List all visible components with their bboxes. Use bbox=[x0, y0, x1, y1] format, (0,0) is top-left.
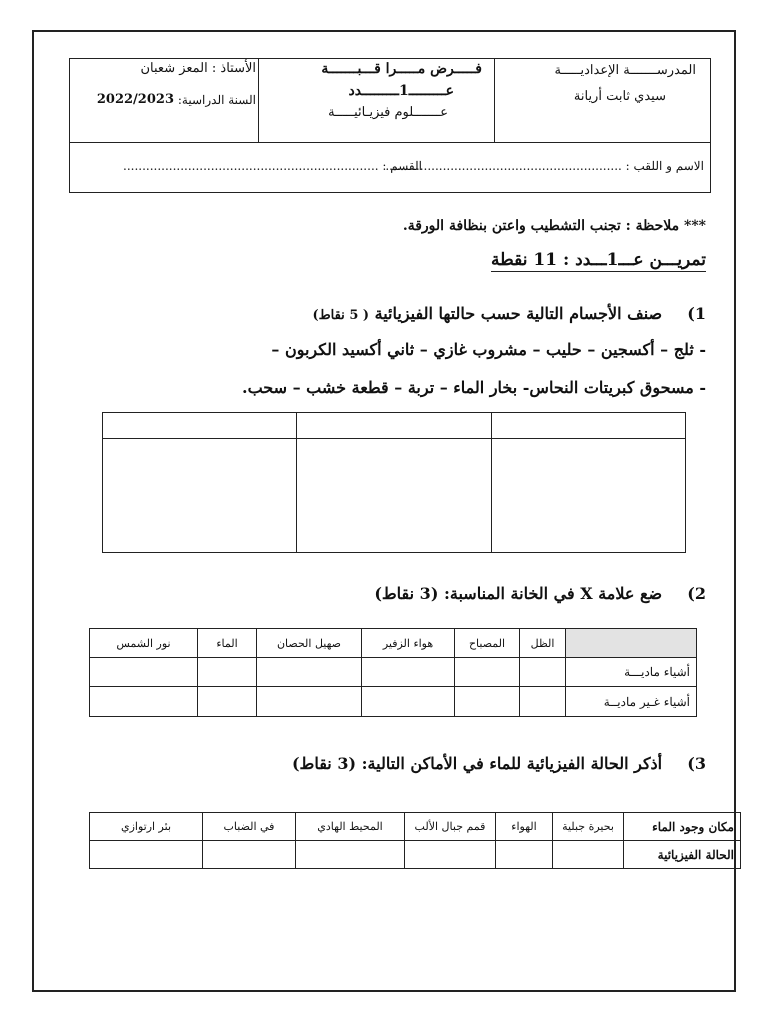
q3-col-header: بحيرة جبلية bbox=[553, 813, 624, 841]
q1-header-cell bbox=[297, 413, 491, 439]
q3-answer-cell[interactable] bbox=[405, 841, 496, 869]
q1-classification-table bbox=[102, 412, 686, 553]
q2-answer-cell[interactable] bbox=[90, 658, 198, 687]
q1-header-cell bbox=[103, 413, 297, 439]
q3-points: (3 نقاط) bbox=[291, 754, 357, 773]
school-year-value: 2022/2023 bbox=[96, 92, 174, 107]
q2-answer-cell[interactable] bbox=[362, 658, 455, 687]
q2-row-label: أشياء ماديـــة bbox=[566, 658, 697, 687]
student-name-field[interactable]: الاسم و اللقب : .............................................................. bbox=[385, 159, 704, 173]
school-info bbox=[494, 59, 710, 142]
q2-answer-cell[interactable] bbox=[362, 687, 455, 717]
q2-col-header: الماء bbox=[198, 629, 257, 658]
q1-items-line1: - ثلج – أكسجين – حليب – مشروب غازي – ثاني أكسيد الكربون – bbox=[271, 340, 706, 359]
q2-answer-cell[interactable] bbox=[455, 658, 520, 687]
q1-number: 1) bbox=[687, 304, 706, 323]
q1-items-line2: - مسحوق كبريتات النحاس- بخار الماء – تربة – قطعة خشب – سحب. bbox=[242, 378, 706, 397]
q3-col-header: قمم جبال الألب bbox=[405, 813, 496, 841]
exercise-title: تمريـــن عـــ1ـــدد : 11 نقطة bbox=[491, 250, 706, 270]
school-name: المدرســـــــة الإعداديـــــة bbox=[554, 63, 696, 78]
q3-answer-cell[interactable] bbox=[90, 841, 203, 869]
q2-answer-cell[interactable] bbox=[520, 658, 566, 687]
q2-number: 2) bbox=[687, 584, 706, 603]
q1-answer-cell[interactable] bbox=[491, 439, 685, 553]
exam-info bbox=[258, 59, 494, 142]
q2-answer-cell[interactable] bbox=[455, 687, 520, 717]
q3-col-header: المحيط الهادي bbox=[296, 813, 405, 841]
q2-col-header: الظل bbox=[520, 629, 566, 658]
q3-col-header: في الضباب bbox=[203, 813, 296, 841]
q2-col-header: نور الشمس bbox=[90, 629, 198, 658]
q1-heading bbox=[312, 304, 706, 323]
q1-answer-cell[interactable] bbox=[103, 439, 297, 553]
school-location: سيدي ثابت أريانة bbox=[573, 89, 666, 104]
q1-points: ( 5 نقاط) bbox=[312, 308, 370, 323]
q3-heading bbox=[292, 754, 706, 773]
q1-prompt: صنف الأجسام التالية حسب حالتها الفيزيائية bbox=[374, 304, 663, 323]
q3-col-header: الهواء bbox=[496, 813, 553, 841]
q1-answer-cell[interactable] bbox=[297, 439, 491, 553]
q3-answer-cell[interactable] bbox=[496, 841, 553, 869]
q2-col-header: هواء الزفير bbox=[362, 629, 455, 658]
exam-number: عـــــــــ1ـــــــــدد bbox=[348, 83, 454, 99]
q3-row-label: الحالة الفيزيائية bbox=[624, 841, 741, 869]
q2-col-header: صهيل الحصان bbox=[257, 629, 362, 658]
q2-corner-cell bbox=[566, 629, 697, 658]
teacher-info bbox=[70, 59, 260, 142]
subject-name: عـــــــلوم فيزيـائيـــــة bbox=[328, 105, 448, 120]
teacher-name: الأستاذ : المعز شعبان bbox=[140, 61, 256, 76]
q3-number: 3) bbox=[687, 754, 706, 773]
exam-type: فـــــرض مـــــرا قـــبـــــــة bbox=[321, 61, 482, 77]
exam-header bbox=[69, 58, 711, 193]
q3-table bbox=[89, 812, 741, 869]
school-year-label: السنة الدراسية: bbox=[177, 93, 256, 107]
q1-header-cell bbox=[491, 413, 685, 439]
q3-answer-cell[interactable] bbox=[553, 841, 624, 869]
note: *** ملاحظة : تجنب التشطيب واعتن بنظافة الورقة. bbox=[402, 218, 706, 234]
q3-col-header: بئر ارتوازي bbox=[90, 813, 203, 841]
q2-points: (3 نقاط) bbox=[374, 584, 439, 603]
q2-answer-cell[interactable] bbox=[520, 687, 566, 717]
q2-row-label: أشياء غـير ماديــة bbox=[566, 687, 697, 717]
class-field[interactable]: القسم : ................................................................... bbox=[123, 159, 422, 173]
q3-answer-cell[interactable] bbox=[296, 841, 405, 869]
q2-heading bbox=[374, 584, 706, 603]
q3-header-label: مكان وجود الماء bbox=[624, 813, 741, 841]
q2-answer-cell[interactable] bbox=[257, 687, 362, 717]
q2-answer-cell[interactable] bbox=[198, 687, 257, 717]
q2-answer-cell[interactable] bbox=[198, 658, 257, 687]
q3-answer-cell[interactable] bbox=[203, 841, 296, 869]
q2-table bbox=[89, 628, 697, 717]
q2-col-header: المصباح bbox=[455, 629, 520, 658]
q2-answer-cell[interactable] bbox=[90, 687, 198, 717]
q2-prompt: ضع علامة X في الخانة المناسبة: bbox=[443, 584, 663, 603]
q2-answer-cell[interactable] bbox=[257, 658, 362, 687]
q3-prompt: أذكر الحالة الفيزيائية للماء في الأماكن التالية: bbox=[361, 754, 663, 773]
